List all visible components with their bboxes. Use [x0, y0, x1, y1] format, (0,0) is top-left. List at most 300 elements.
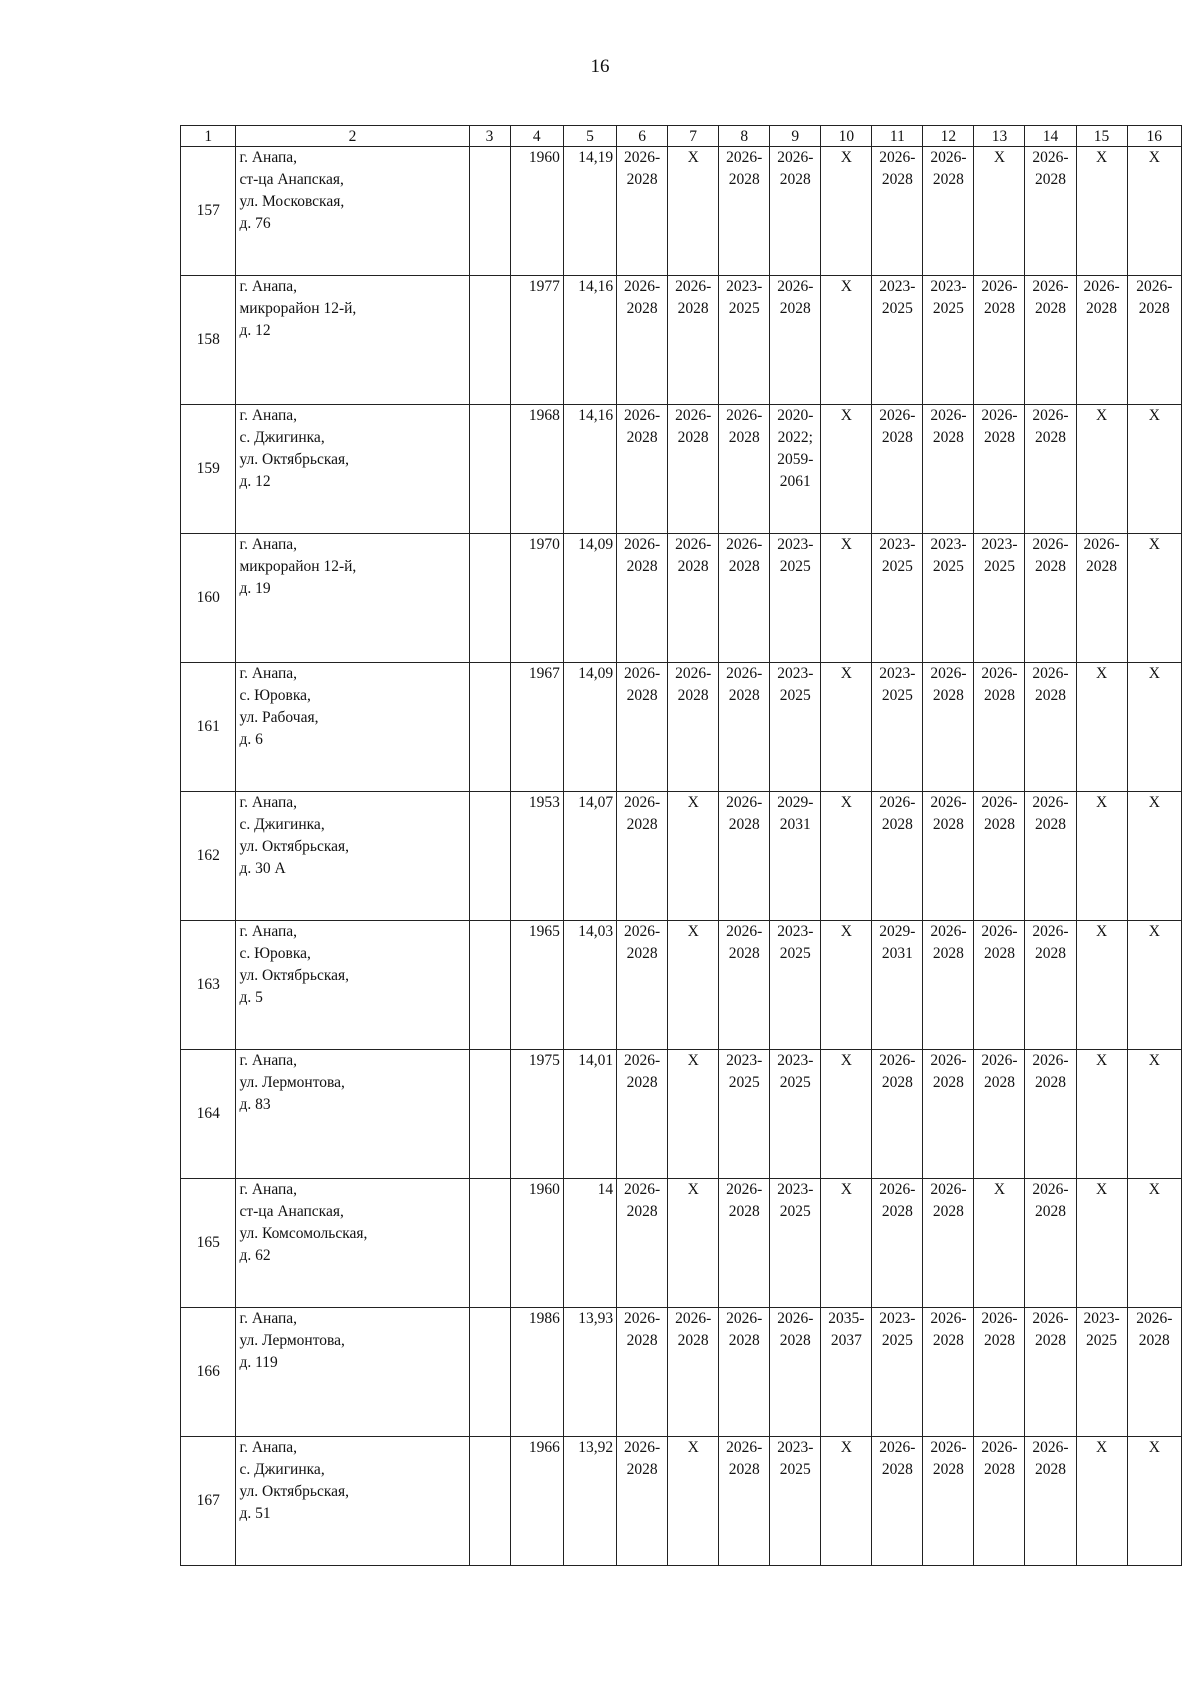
period-cell: [668, 792, 719, 921]
period-cell: [923, 663, 974, 792]
period-cell: [617, 276, 668, 405]
period-cell: [770, 1308, 821, 1437]
period-cell: [821, 405, 872, 534]
period-cell: [1025, 1050, 1076, 1179]
address-line: микрорайон 12-й,: [239, 558, 357, 575]
column-header: 7: [668, 126, 719, 147]
period-cell: [1025, 1437, 1076, 1566]
column-header: 13: [974, 126, 1025, 147]
period-line: 2023-: [777, 1052, 814, 1069]
period-cell: [617, 1437, 668, 1566]
period-cell: [872, 663, 923, 792]
year-cell: 1967: [510, 663, 563, 792]
period-line: 2026-: [1136, 1310, 1173, 1327]
period-line: 2026-: [726, 665, 763, 682]
period-cell: [1076, 276, 1127, 405]
address-line: д. 62: [239, 1247, 271, 1264]
empty-cell: [469, 1308, 510, 1437]
address-line: г. Анапа,: [239, 149, 298, 166]
table-row: [181, 1437, 1182, 1566]
period-line: 2028: [881, 171, 913, 188]
period-line: 2028: [983, 1332, 1015, 1349]
period-line: 2026-: [1032, 665, 1069, 682]
period-line: 2023-: [879, 665, 916, 682]
period-cell: [1127, 405, 1181, 534]
period-line: 2025: [1086, 1332, 1118, 1349]
period-line: 2061: [779, 473, 811, 490]
table-row: [181, 1179, 1182, 1308]
period-cell: [1127, 276, 1181, 405]
address-line: д. 30 А: [239, 860, 286, 877]
period-line: 2028: [881, 1203, 913, 1220]
period-line: 2037: [830, 1332, 862, 1349]
period-line: 2025: [932, 300, 964, 317]
column-header: 14: [1025, 126, 1076, 147]
row-number: 160: [181, 534, 236, 663]
period-cell: [668, 534, 719, 663]
period-line: 2028: [728, 687, 760, 704]
period-line: 2026-: [1032, 536, 1069, 553]
period-line: 2023-: [1083, 1310, 1120, 1327]
period-cell: [1076, 792, 1127, 921]
period-line: 2026-: [1032, 1439, 1069, 1456]
column-header: 1: [181, 126, 236, 147]
period-cell: [1076, 663, 1127, 792]
period-line: 2026-: [879, 794, 916, 811]
empty-cell: [469, 405, 510, 534]
row-number: 166: [181, 1308, 236, 1437]
period-cell: [821, 534, 872, 663]
period-line: 2028: [1035, 1074, 1066, 1091]
period-cell: [1127, 1050, 1181, 1179]
address-line: г. Анапа,: [239, 1439, 298, 1456]
period-line: 2023-: [930, 278, 967, 295]
address-line: с. Юровка,: [239, 945, 311, 962]
period-cell: [770, 534, 821, 663]
period-line: 2022;: [777, 429, 813, 446]
period-line: 2028: [1035, 558, 1066, 575]
period-line: X: [840, 407, 852, 424]
period-cell: [923, 1437, 974, 1566]
address-line: ул. Московская,: [239, 193, 345, 210]
period-cell: [974, 792, 1025, 921]
column-header: 5: [563, 126, 616, 147]
address-line: д. 119: [239, 1354, 278, 1371]
period-cell: [1025, 1179, 1076, 1308]
period-cell: [974, 921, 1025, 1050]
row-number: 161: [181, 663, 236, 792]
address-line: д. 12: [239, 322, 271, 339]
period-cell: [1025, 1308, 1076, 1437]
period-line: 2023-: [777, 536, 814, 553]
period-line: 2026-: [879, 1052, 916, 1069]
address-line: г. Анапа,: [239, 665, 298, 682]
period-line: 2026-: [624, 665, 661, 682]
period-line: 2026-: [624, 1052, 661, 1069]
year-cell: 1986: [510, 1308, 563, 1437]
period-line: 2025: [932, 558, 964, 575]
period-line: 2028: [932, 1074, 964, 1091]
period-line: X: [1148, 1439, 1160, 1456]
period-line: 2028: [626, 945, 658, 962]
table-row: [181, 405, 1182, 534]
period-cell: [923, 1179, 974, 1308]
address-line: ул. Октябрьская,: [239, 451, 350, 468]
period-line: 2026-: [981, 665, 1018, 682]
address-line: с. Джигинка,: [239, 429, 325, 446]
period-line: 2028: [983, 687, 1015, 704]
table-row: [181, 663, 1182, 792]
period-line: 2028: [932, 687, 964, 704]
period-line: 2025: [728, 1074, 760, 1091]
period-line: 2028: [728, 1203, 760, 1220]
address-line: д. 83: [239, 1096, 271, 1113]
period-cell: [1025, 792, 1076, 921]
address-cell: [236, 792, 469, 921]
address-line: д. 5: [239, 989, 263, 1006]
period-cell: [770, 1437, 821, 1566]
period-line: 2059-: [777, 451, 814, 468]
period-line: X: [1148, 923, 1160, 940]
period-line: 2028: [983, 816, 1015, 833]
period-cell: [770, 1050, 821, 1179]
period-line: X: [1148, 665, 1160, 682]
period-cell: [617, 1308, 668, 1437]
period-line: 2028: [983, 300, 1015, 317]
year-cell: 1968: [510, 405, 563, 534]
period-line: 2025: [881, 300, 913, 317]
period-line: 2023-: [726, 1052, 763, 1069]
empty-cell: [469, 1179, 510, 1308]
period-line: 2026-: [930, 407, 967, 424]
period-line: X: [840, 923, 852, 940]
value-cell: 13,93: [563, 1308, 616, 1437]
year-cell: 1965: [510, 921, 563, 1050]
period-line: 2028: [626, 429, 658, 446]
column-header: 12: [923, 126, 974, 147]
period-line: X: [1095, 794, 1108, 811]
year-cell: 1960: [510, 1179, 563, 1308]
period-cell: [1025, 276, 1076, 405]
table-row: [181, 534, 1182, 663]
row-number: 163: [181, 921, 236, 1050]
table-row: [181, 792, 1182, 921]
year-cell: 1970: [510, 534, 563, 663]
period-line: 2026-: [726, 536, 763, 553]
address-line: г. Анапа,: [239, 923, 298, 940]
address-line: ул. Комсомольская,: [239, 1225, 368, 1242]
period-cell: [923, 792, 974, 921]
period-line: 2028: [932, 171, 964, 188]
address-cell: [236, 534, 469, 663]
period-line: 2028: [932, 945, 964, 962]
period-cell: [617, 534, 668, 663]
column-header: 11: [872, 126, 923, 147]
period-line: 2025: [881, 687, 913, 704]
address-line: д. 76: [239, 215, 271, 232]
value-cell: 13,92: [563, 1437, 616, 1566]
address-line: микрорайон 12-й,: [239, 300, 357, 317]
empty-cell: [469, 921, 510, 1050]
address-line: д. 51: [239, 1505, 271, 1522]
period-line: 2026-: [981, 278, 1018, 295]
period-line: 2026-: [675, 278, 712, 295]
period-line: 2025: [779, 1203, 811, 1220]
column-header: 6: [617, 126, 668, 147]
period-line: 2028: [626, 1074, 658, 1091]
period-cell: [617, 1179, 668, 1308]
period-line: 2026-: [930, 923, 967, 940]
period-line: X: [840, 1181, 852, 1198]
period-line: 2025: [983, 558, 1015, 575]
period-cell: [974, 1179, 1025, 1308]
period-line: X: [1148, 1052, 1160, 1069]
period-line: X: [1148, 407, 1160, 424]
row-number: 158: [181, 276, 236, 405]
period-cell: [1076, 1050, 1127, 1179]
page-number: 16: [590, 56, 610, 77]
address-line: д. 6: [239, 731, 263, 748]
period-line: 2026-: [1136, 278, 1173, 295]
address-line: ул. Октябрьская,: [239, 838, 350, 855]
period-cell: [872, 1179, 923, 1308]
period-line: 2028: [626, 1461, 658, 1478]
period-line: X: [687, 1439, 699, 1456]
period-line: 2026-: [675, 536, 712, 553]
address-line: ул. Лермонтова,: [239, 1332, 345, 1349]
period-line: 2026-: [981, 923, 1018, 940]
period-line: 2026-: [930, 665, 967, 682]
period-line: 2026-: [981, 1439, 1018, 1456]
period-line: 2026-: [726, 1310, 763, 1327]
period-cell: [719, 405, 770, 534]
period-cell: [617, 792, 668, 921]
period-cell: [821, 1179, 872, 1308]
period-line: X: [1095, 1439, 1108, 1456]
period-line: 2026-: [726, 1181, 763, 1198]
period-line: 2028: [728, 1461, 760, 1478]
column-header: 10: [821, 126, 872, 147]
period-line: X: [687, 923, 699, 940]
value-cell: 14: [563, 1179, 616, 1308]
period-cell: [617, 405, 668, 534]
period-cell: [872, 1308, 923, 1437]
empty-cell: [469, 1050, 510, 1179]
period-cell: [872, 921, 923, 1050]
value-cell: 14,03: [563, 921, 616, 1050]
period-cell: [1127, 792, 1181, 921]
column-header: 2: [236, 126, 469, 147]
period-line: X: [840, 1052, 852, 1069]
period-cell: [719, 1437, 770, 1566]
header-row: [181, 126, 1182, 147]
period-cell: [668, 1308, 719, 1437]
column-header: 8: [719, 126, 770, 147]
period-line: 2025: [779, 1074, 811, 1091]
period-line: 2028: [728, 558, 760, 575]
period-line: 2026-: [879, 1439, 916, 1456]
period-cell: [821, 276, 872, 405]
period-line: 2029-: [879, 923, 916, 940]
period-line: 2026-: [879, 149, 916, 166]
period-cell: [974, 1308, 1025, 1437]
period-cell: [719, 663, 770, 792]
address-line: г. Анапа,: [239, 1310, 298, 1327]
period-cell: [617, 1050, 668, 1179]
period-line: 2028: [626, 300, 658, 317]
period-cell: [1076, 1437, 1127, 1566]
period-cell: [872, 276, 923, 405]
period-line: X: [840, 278, 852, 295]
period-line: 2023-: [726, 278, 763, 295]
period-line: 2026-: [624, 407, 661, 424]
period-cell: [719, 792, 770, 921]
period-line: 2028: [779, 171, 811, 188]
period-line: X: [1095, 1052, 1108, 1069]
period-line: 2028: [932, 1203, 964, 1220]
period-cell: [821, 921, 872, 1050]
period-line: 2028: [932, 1461, 964, 1478]
period-line: 2028: [1035, 1203, 1066, 1220]
period-cell: [923, 1050, 974, 1179]
period-line: 2028: [677, 1332, 709, 1349]
period-line: 2025: [728, 300, 760, 317]
period-line: 2031: [779, 816, 811, 833]
period-cell: [923, 405, 974, 534]
period-line: 2026-: [930, 1052, 967, 1069]
period-cell: [668, 147, 719, 276]
period-line: 2026-: [1032, 1310, 1069, 1327]
period-line: 2026-: [930, 1310, 967, 1327]
period-line: 2026-: [981, 794, 1018, 811]
period-line: 2029-: [777, 794, 814, 811]
period-cell: [719, 1308, 770, 1437]
address-line: ст-ца Анапская,: [239, 1203, 344, 1220]
period-cell: [719, 1050, 770, 1179]
period-cell: [872, 405, 923, 534]
period-line: 2025: [779, 945, 811, 962]
period-line: 2023-: [777, 1181, 814, 1198]
address-line: с. Джигинка,: [239, 816, 325, 833]
period-line: 2026-: [1032, 149, 1069, 166]
period-cell: [821, 663, 872, 792]
column-header: 3: [469, 126, 510, 147]
year-cell: 1966: [510, 1437, 563, 1566]
column-header: 15: [1076, 126, 1127, 147]
empty-cell: [469, 276, 510, 405]
period-line: 2026-: [624, 1181, 661, 1198]
period-line: 2026-: [624, 1439, 661, 1456]
period-cell: [770, 147, 821, 276]
period-cell: [974, 1050, 1025, 1179]
period-line: 2026-: [930, 794, 967, 811]
period-line: 2031: [881, 945, 913, 962]
period-line: 2026-: [879, 407, 916, 424]
period-line: 2028: [728, 945, 760, 962]
period-line: X: [1148, 1181, 1160, 1198]
address-line: д. 19: [239, 580, 271, 597]
period-cell: [617, 663, 668, 792]
period-line: 2026-: [777, 1310, 814, 1327]
period-line: X: [1095, 149, 1108, 166]
period-line: 2028: [881, 429, 913, 446]
period-line: 2028: [1035, 429, 1066, 446]
address-cell: [236, 1437, 469, 1566]
period-line: 2028: [1035, 687, 1066, 704]
row-number: 164: [181, 1050, 236, 1179]
period-cell: [770, 405, 821, 534]
period-line: X: [1095, 1181, 1108, 1198]
period-cell: [1076, 921, 1127, 1050]
address-line: д. 12: [239, 473, 271, 490]
empty-cell: [469, 534, 510, 663]
period-line: 2026-: [726, 794, 763, 811]
period-cell: [1025, 921, 1076, 1050]
period-line: 2028: [626, 171, 658, 188]
period-line: 2028: [626, 816, 658, 833]
period-line: 2026-: [930, 149, 967, 166]
period-line: 2028: [677, 558, 709, 575]
period-cell: [1127, 921, 1181, 1050]
period-line: 2026-: [675, 407, 712, 424]
period-line: 2028: [881, 1074, 913, 1091]
period-line: 2026-: [726, 1439, 763, 1456]
period-line: 2028: [1138, 300, 1170, 317]
period-line: 2028: [881, 816, 913, 833]
table-row: [181, 147, 1182, 276]
period-cell: [974, 1437, 1025, 1566]
address-line: с. Джигинка,: [239, 1461, 325, 1478]
period-cell: [617, 921, 668, 1050]
period-cell: [872, 1437, 923, 1566]
period-cell: [770, 663, 821, 792]
period-line: 2026-: [930, 1439, 967, 1456]
period-line: 2026-: [930, 1181, 967, 1198]
period-line: X: [840, 149, 852, 166]
period-line: 2026-: [1032, 278, 1069, 295]
period-line: 2025: [881, 558, 913, 575]
address-cell: [236, 405, 469, 534]
period-line: 2025: [881, 1332, 913, 1349]
period-line: 2026-: [1083, 278, 1120, 295]
empty-cell: [469, 663, 510, 792]
period-line: 2026-: [624, 1310, 661, 1327]
address-line: г. Анапа,: [239, 794, 298, 811]
period-cell: [719, 276, 770, 405]
period-cell: [719, 147, 770, 276]
period-line: 2020-: [777, 407, 814, 424]
period-cell: [974, 405, 1025, 534]
period-cell: [821, 1437, 872, 1566]
row-number: 162: [181, 792, 236, 921]
address-line: г. Анапа,: [239, 1052, 298, 1069]
period-cell: [1076, 147, 1127, 276]
period-cell: [821, 1308, 872, 1437]
period-cell: [719, 921, 770, 1050]
period-line: X: [840, 536, 852, 553]
period-line: 2026-: [624, 278, 661, 295]
period-cell: [770, 921, 821, 1050]
period-line: 2025: [779, 687, 811, 704]
period-line: 2023-: [879, 536, 916, 553]
period-cell: [1076, 1179, 1127, 1308]
table-row: [181, 1308, 1182, 1437]
address-cell: [236, 147, 469, 276]
period-cell: [821, 792, 872, 921]
period-line: 2028: [728, 429, 760, 446]
period-cell: [1127, 663, 1181, 792]
address-cell: [236, 1050, 469, 1179]
